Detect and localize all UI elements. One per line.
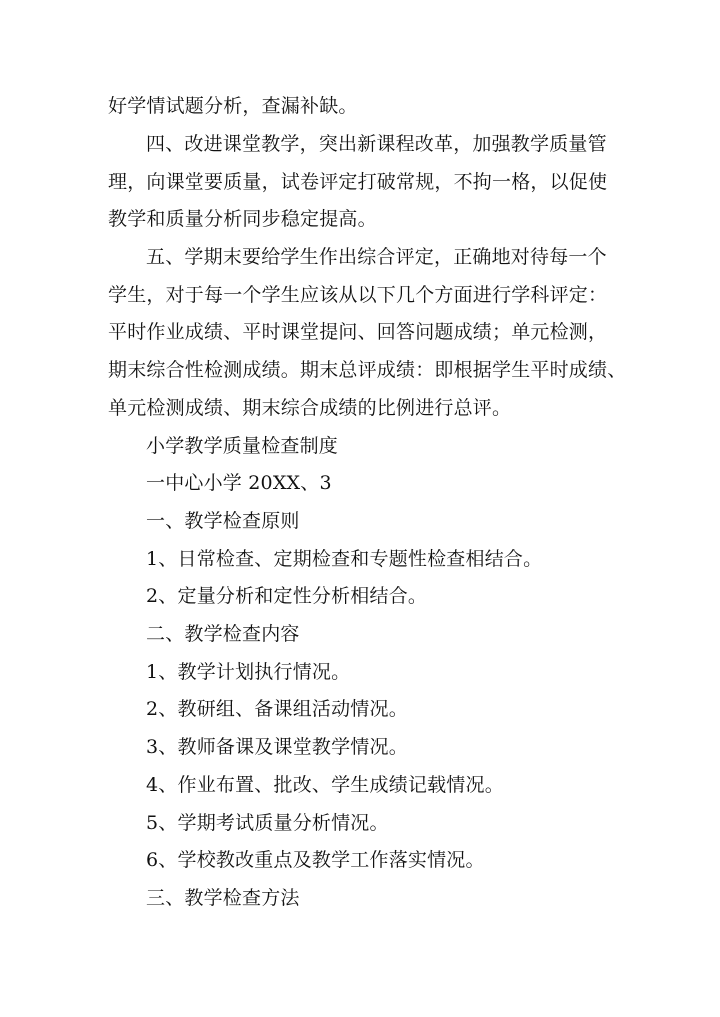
section-title: 小学教学质量检查制度 bbox=[146, 435, 339, 457]
list-item: 3、教师备课及课堂教学情况。 bbox=[146, 736, 408, 758]
paragraph-line: 教学和质量分析同步稳定提高。 bbox=[108, 208, 377, 230]
list-item: 2、教研组、备课组活动情况。 bbox=[146, 698, 408, 720]
section-heading: 三、教学检查方法 bbox=[146, 887, 300, 909]
paragraph-line: 好学情试题分析，查漏补缺。 bbox=[108, 95, 358, 117]
list-item: 6、学校教改重点及教学工作落实情况。 bbox=[146, 849, 485, 871]
paragraph-line: 学生，对于每一个学生应该从以下几个方面进行学科评定： bbox=[108, 284, 608, 306]
school-date-line: 一中心小学 20XX、3 bbox=[146, 472, 332, 494]
list-item: 4、作业布置、批改、学生成绩记载情况。 bbox=[146, 774, 504, 796]
list-item: 1、教学计划执行情况。 bbox=[146, 661, 351, 683]
paragraph-line: 平时作业成绩、平时课堂提问、回答问题成绩；单元检测， bbox=[108, 321, 608, 343]
paragraph-line: 五、学期末要给学生作出综合评定，正确地对待每一个 bbox=[146, 246, 607, 268]
paragraph-line: 单元检测成绩、期末综合成绩的比例进行总评。 bbox=[108, 397, 512, 419]
list-item: 1、日常检查、定期检查和专题性检查相结合。 bbox=[146, 548, 543, 570]
section-heading: 一、教学检查原则 bbox=[146, 510, 300, 532]
paragraph-line: 期末综合性检测成绩。期末总评成绩：即根据学生平时成绩、 bbox=[108, 359, 627, 381]
section-heading: 二、教学检查内容 bbox=[146, 623, 300, 645]
paragraph-line: 四、改进课堂教学，突出新课程改革，加强教学质量管 bbox=[146, 133, 607, 155]
list-item: 2、定量分析和定性分析相结合。 bbox=[146, 585, 428, 607]
list-item: 5、学期考试质量分析情况。 bbox=[146, 812, 389, 834]
paragraph-line: 理，向课堂要质量，试卷评定打破常规，不拘一格，以促使 bbox=[108, 171, 608, 193]
